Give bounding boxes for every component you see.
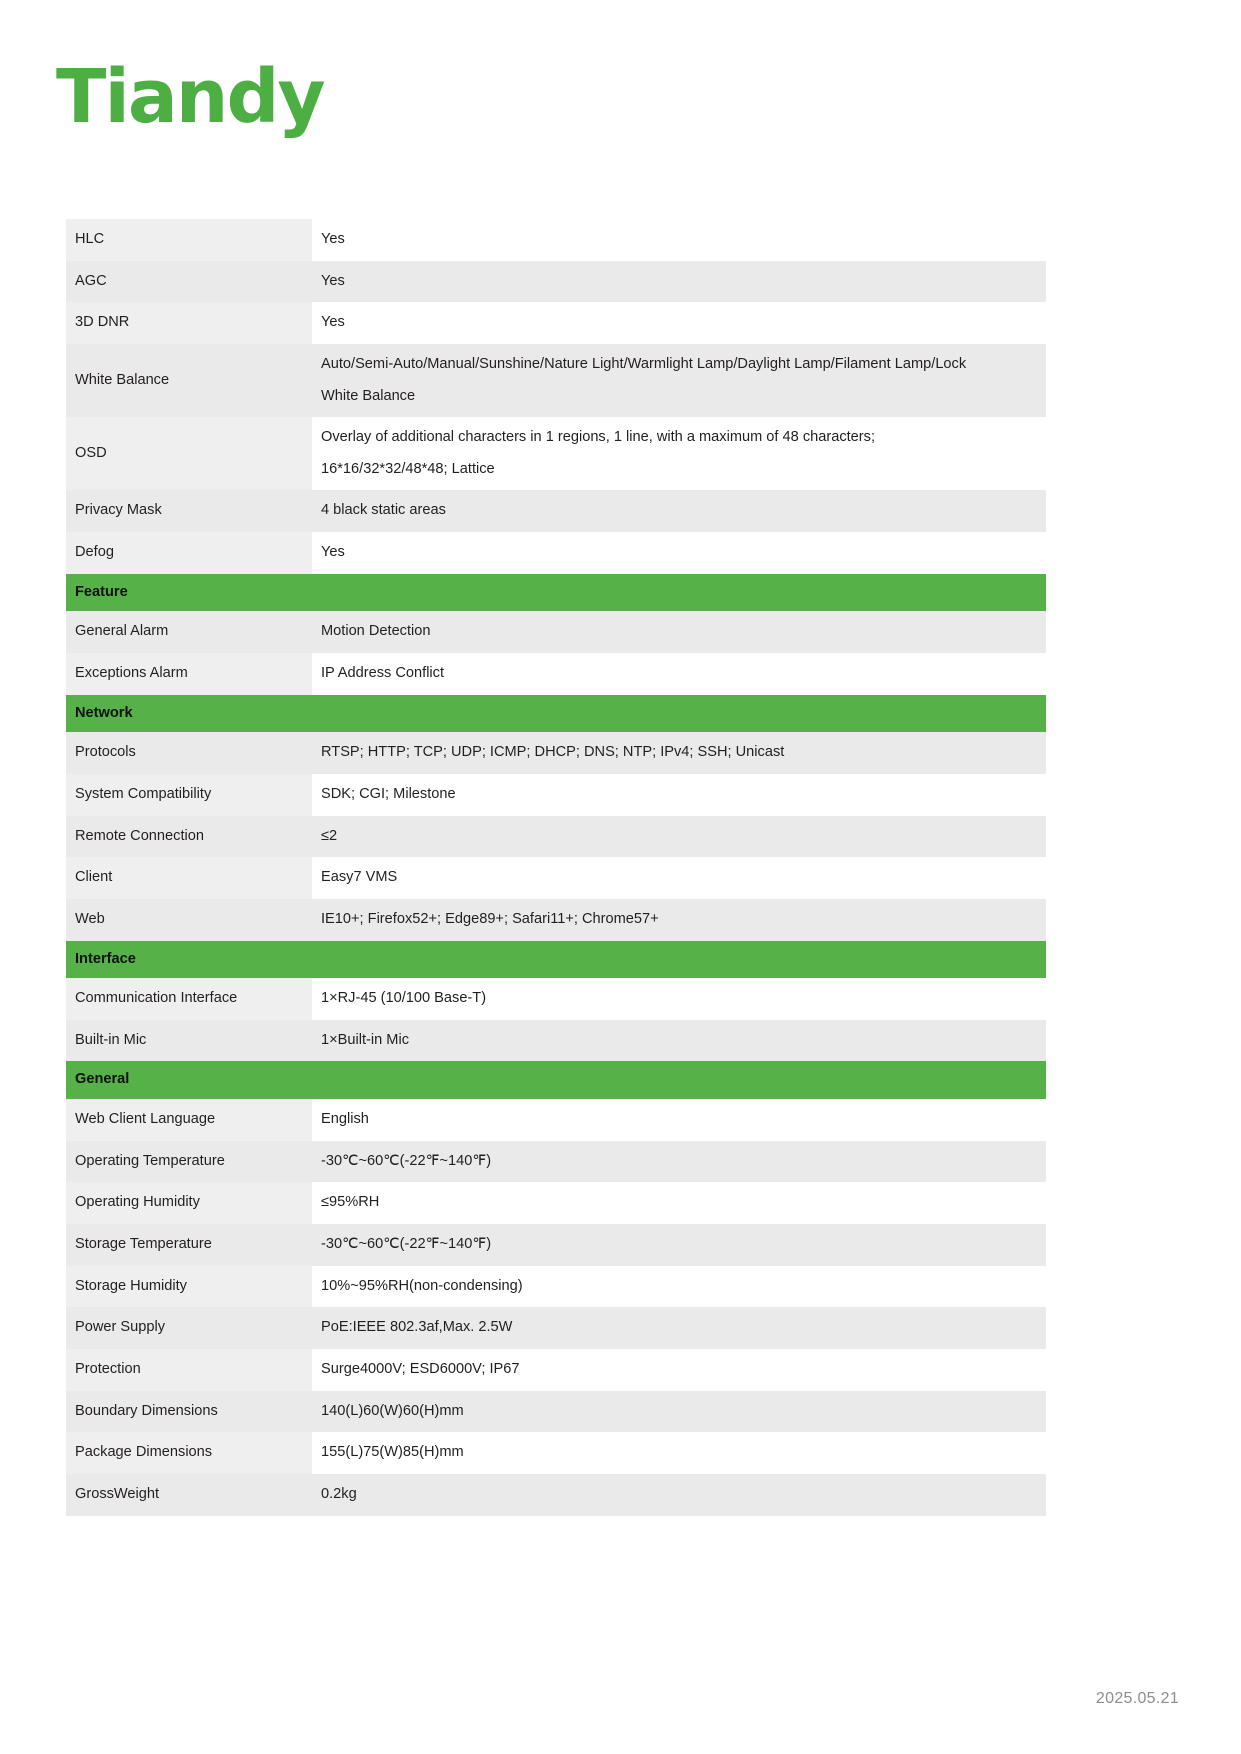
spec-value <box>312 532 1046 574</box>
footer-date: 2025.05.21 <box>1095 1690 1179 1707</box>
table-row <box>66 532 1046 574</box>
table-row <box>66 261 1046 303</box>
spec-value <box>312 302 1046 344</box>
section-header-row <box>66 574 1046 612</box>
spec-label: HLC <box>66 219 312 261</box>
spec-value <box>312 1099 1046 1141</box>
spec-value-line: English <box>321 1111 369 1128</box>
spec-value-line: -30℃~60℃(-22℉~140℉) <box>321 1152 492 1169</box>
spec-value-line: -30℃~60℃(-22℉~140℉) <box>321 1236 492 1253</box>
section-header-label: Network <box>66 695 312 733</box>
spec-label: General Alarm <box>66 611 312 653</box>
spec-value-line: RTSP; HTTP; TCP; UDP; ICMP; DHCP; DNS; NTP; IPv4; SSH; Unicast <box>321 744 785 761</box>
spec-value <box>312 344 1046 417</box>
spec-value <box>312 1224 1046 1266</box>
spec-value <box>312 1266 1046 1308</box>
table-row <box>66 1307 1046 1349</box>
table-row <box>66 1182 1046 1224</box>
table-row <box>66 1099 1046 1141</box>
table-row <box>66 1020 1046 1062</box>
section-header-row <box>66 1061 1046 1099</box>
spec-value <box>312 774 1046 816</box>
spec-value <box>312 899 1046 941</box>
spec-value-line: 1×RJ-45 (10/100 Base-T) <box>321 990 487 1007</box>
spec-value-line: 1×Built-in Mic <box>321 1031 409 1048</box>
table-row <box>66 1224 1046 1266</box>
spec-value-line: Easy7 VMS <box>321 869 398 886</box>
spec-label: Built-in Mic <box>66 1020 312 1062</box>
spec-value <box>312 732 1046 774</box>
table-row <box>66 417 1046 490</box>
spec-label: Exceptions Alarm <box>66 653 312 695</box>
table-row <box>66 611 1046 653</box>
spec-value <box>312 1307 1046 1349</box>
spec-label: Operating Temperature <box>66 1141 312 1183</box>
table-row <box>66 344 1046 417</box>
table-row <box>66 1141 1046 1183</box>
section-header-row <box>66 695 1046 733</box>
section-header-value <box>312 695 1046 733</box>
table-row <box>66 732 1046 774</box>
section-header-value <box>312 574 1046 612</box>
spec-value-line: White Balance <box>321 387 416 404</box>
spec-value-line: Auto/Semi-Auto/Manual/Sunshine/Nature Light/Warmlight Lamp/Daylight Lamp/Filament Lamp/Lock <box>321 355 967 372</box>
spec-value <box>312 1432 1046 1474</box>
section-header-label: General <box>66 1061 312 1099</box>
spec-value <box>312 1474 1046 1516</box>
table-row <box>66 899 1046 941</box>
section-header-value <box>312 1061 1046 1099</box>
table-row <box>66 774 1046 816</box>
spec-label: Package Dimensions <box>66 1432 312 1474</box>
spec-value <box>312 261 1046 303</box>
spec-value <box>312 653 1046 695</box>
spec-label: Defog <box>66 532 312 574</box>
table-row <box>66 1474 1046 1516</box>
spec-value-line: Overlay of additional characters in 1 regions, 1 line, with a maximum of 48 characters; <box>321 429 876 446</box>
spec-label: Storage Temperature <box>66 1224 312 1266</box>
table-row <box>66 857 1046 899</box>
spec-value <box>312 1020 1046 1062</box>
spec-value <box>312 219 1046 261</box>
table-row <box>66 978 1046 1020</box>
spec-value-line: IE10+; Firefox52+; Edge89+; Safari11+; Chrome57+ <box>321 910 659 927</box>
spec-label: Boundary Dimensions <box>66 1391 312 1433</box>
spec-label: White Balance <box>66 344 312 417</box>
spec-label: Web <box>66 899 312 941</box>
spec-label: 3D DNR <box>66 302 312 344</box>
spec-label: AGC <box>66 261 312 303</box>
spec-label: Operating Humidity <box>66 1182 312 1224</box>
spec-value <box>312 1182 1046 1224</box>
table-row <box>66 1266 1046 1308</box>
spec-value-line: 155(L)75(W)85(H)mm <box>321 1444 464 1461</box>
table-row <box>66 816 1046 858</box>
section-header-value <box>312 941 1046 979</box>
spec-value-line: PoE:IEEE 802.3af,Max. 2.5W <box>321 1319 513 1336</box>
spec-label: System Compatibility <box>66 774 312 816</box>
spec-label: Storage Humidity <box>66 1266 312 1308</box>
specification-table-body <box>66 219 1046 1516</box>
table-row <box>66 490 1046 532</box>
spec-value-line: ≤2 <box>321 827 338 844</box>
spec-value-line: 16*16/32*32/48*48; Lattice <box>321 460 495 477</box>
spec-value-line: 10%~95%RH(non-condensing) <box>321 1277 523 1294</box>
table-row <box>66 1432 1046 1474</box>
spec-value <box>312 816 1046 858</box>
spec-value-line: Surge4000V; ESD6000V; IP67 <box>321 1360 520 1377</box>
table-row <box>66 219 1046 261</box>
spec-value-line: 0.2kg <box>321 1485 357 1502</box>
spec-value-line: ≤95%RH <box>321 1194 380 1211</box>
table-row <box>66 1391 1046 1433</box>
spec-value <box>312 611 1046 653</box>
spec-value-line: 140(L)60(W)60(H)mm <box>321 1402 464 1419</box>
table-row <box>66 1349 1046 1391</box>
spec-value <box>312 1391 1046 1433</box>
brand-logo-text: Tiandy <box>56 54 324 140</box>
specification-table <box>66 219 1046 1516</box>
spec-label: Protection <box>66 1349 312 1391</box>
spec-label: Communication Interface <box>66 978 312 1020</box>
spec-value <box>312 857 1046 899</box>
spec-value-line: 4 black static areas <box>321 502 446 519</box>
spec-label: Power Supply <box>66 1307 312 1349</box>
spec-value <box>312 1141 1046 1183</box>
spec-label: Protocols <box>66 732 312 774</box>
section-header-label: Interface <box>66 941 312 979</box>
spec-value-line: Yes <box>321 544 345 561</box>
spec-label: OSD <box>66 417 312 490</box>
spec-label: GrossWeight <box>66 1474 312 1516</box>
brand-logo <box>56 52 324 142</box>
spec-value-line: IP Address Conflict <box>321 665 445 682</box>
spec-value-line: Yes <box>321 272 345 289</box>
spec-value <box>312 978 1046 1020</box>
spec-value-line: Yes <box>321 314 345 331</box>
spec-label: Web Client Language <box>66 1099 312 1141</box>
spec-value-line: SDK; CGI; Milestone <box>321 785 456 802</box>
spec-value <box>312 1349 1046 1391</box>
spec-label: Client <box>66 857 312 899</box>
section-header-row <box>66 941 1046 979</box>
section-header-label: Feature <box>66 574 312 612</box>
spec-label: Privacy Mask <box>66 490 312 532</box>
spec-value <box>312 417 1046 490</box>
spec-value-line: Yes <box>321 231 345 247</box>
spec-value <box>312 490 1046 532</box>
table-row <box>66 302 1046 344</box>
spec-label: Remote Connection <box>66 816 312 858</box>
spec-value-line: Motion Detection <box>321 623 431 640</box>
table-row <box>66 653 1046 695</box>
